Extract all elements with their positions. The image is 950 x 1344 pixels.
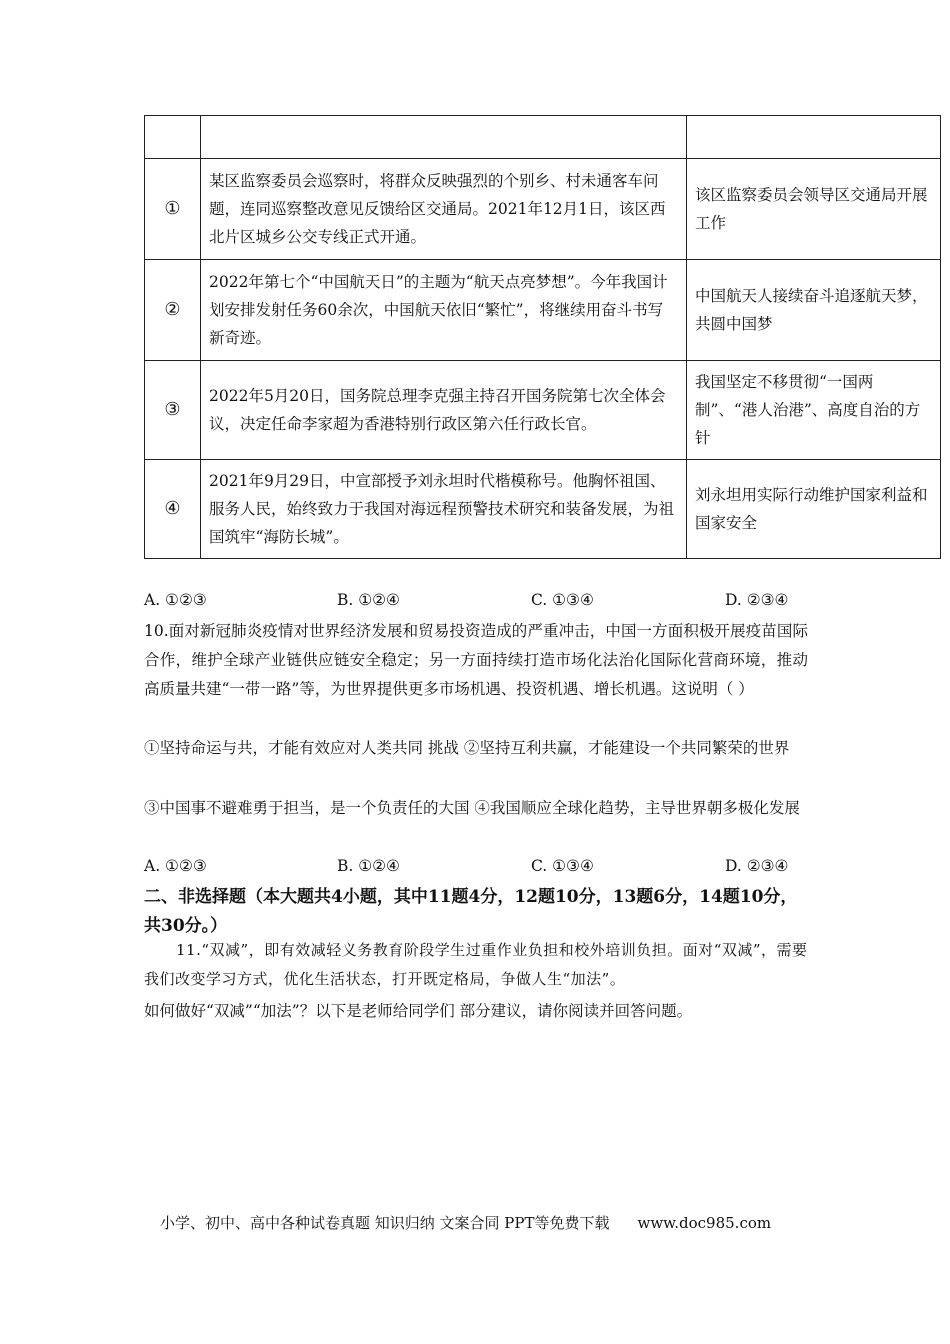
view-cell: 刘永坦用实际行动维护国家利益和国家安全	[687, 460, 941, 559]
material-cell: 2022年5月20日，国务院总理李克强主持召开国务院第七次全体会议，决定任命李家超为香港特别行政区第六任行政长官。	[201, 361, 687, 460]
q11-intro: 11.“双减”，即有效减轻义务教育阶段学生过重作业负担和校外培训负担。面对“双减”，需要我们改变学习方式，优化生活状态，打开既定格局，争做人生“加法”。	[144, 941, 808, 988]
q11-question: 如何做好“双减”“加法”？以下是老师给同学们 部分建议，请你阅读并回答问题。	[144, 1002, 693, 1020]
row-number: ③	[145, 361, 201, 460]
row-number: ①	[145, 159, 201, 260]
option-a: A. ①②③	[144, 591, 207, 609]
option-b: B. ①②④	[337, 857, 400, 875]
row-number: ④	[145, 460, 201, 559]
view-cell: 该区监察委员会领导区交通局开展工作	[687, 159, 941, 260]
view-cell: 中国航天人接续奋斗追逐航天梦，共圆中国梦	[687, 260, 941, 361]
section-heading: 二、非选择题（本大题共4小题，其中11题4分，12题10分，13题6分，14题10分，共30分。）	[144, 887, 798, 936]
view-cell: 我国坚定不移贯彻“一国两制”、“港人治港”、高度自治的方针	[687, 361, 941, 460]
row-number: ②	[145, 260, 201, 361]
q10-items-line2: ③中国事不避难勇于担当，是一个负责任的大国 ④我国顺应全球化趋势，主导世界朝多极化发展	[144, 799, 800, 817]
table-row	[145, 159, 941, 260]
q9-options	[144, 591, 824, 615]
table-row	[145, 260, 941, 361]
material-cell: 某区监察委员会巡察时，将群众反映强烈的个别乡、村未通客车问题，连同巡察整改意见反馈给区交通局。2021年12月1日，该区西北片区城乡公交专线正式开通。	[201, 159, 687, 260]
page-footer	[160, 1212, 771, 1233]
q10-items-line1: ①坚持命运与共，才能有效应对人类共同 挑战 ②坚持互利共赢，才能建设一个共同繁荣的世界	[144, 739, 790, 757]
material-cell: 2021年9月29日，中宣部授予刘永坦时代楷模称号。他胸怀祖国、服务人民，始终致力于我国对海远程预警技术研究和装备发展，为祖国筑牢“海防长城”。	[201, 460, 687, 559]
q10-options	[144, 857, 824, 881]
material-cell: 2022年第七个“中国航天日”的主题为“航天点亮梦想”。今年我国计划安排发射任务60余次，中国航天依旧“繁忙”，将继续用奋斗书写新奇迹。	[201, 260, 687, 361]
q10-stem: 10.面对新冠肺炎疫情对世界经济发展和贸易投资造成的严重冲击，中国一方面积极开展疫苗国际合作，维护全球产业链供应链安全稳定；另一方面持续打造市场化法治化国际化营商环境，推动高质量共建“一带一路”等，为世界提供更多市场机遇、投资机遇、增长机遇。这说明（ ）	[144, 622, 808, 698]
option-c: C. ①③④	[531, 857, 594, 875]
option-b: B. ①②④	[337, 591, 400, 609]
header-cell-material	[201, 116, 687, 159]
table-header-row	[145, 116, 941, 159]
footer-text: 小学、初中、高中各种试卷真题 知识归纳 文案合同 PPT等免费下载	[160, 1214, 610, 1232]
header-cell-num	[145, 116, 201, 159]
header-cell-view	[687, 116, 941, 159]
table-row	[145, 361, 941, 460]
option-d: D. ②③④	[725, 857, 789, 875]
option-c: C. ①③④	[531, 591, 594, 609]
table-row	[145, 460, 941, 559]
option-a: A. ①②③	[144, 857, 207, 875]
footer-site: www.doc985.com	[637, 1214, 772, 1232]
option-d: D. ②③④	[725, 591, 789, 609]
question-table	[144, 115, 941, 559]
